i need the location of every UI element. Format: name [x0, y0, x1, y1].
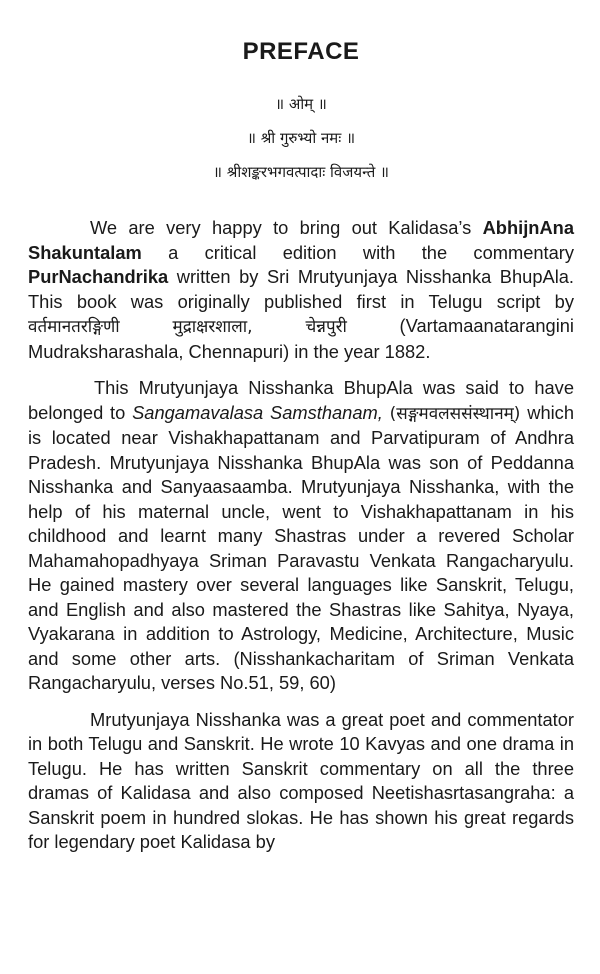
- p1-devanagari-press: वर्तमानतरङ्गिणी मुद्राक्षरशाला, चेन्नपुरी: [28, 317, 347, 337]
- p1-text-1: We are very happy to bring out Kalidasa’s: [90, 217, 483, 238]
- paragraph-3: [28, 708, 574, 855]
- invocation-om: ॥ ओम् ॥: [275, 95, 327, 113]
- p1-text-2: a critical edition with the commentary: [141, 241, 574, 263]
- p1-text-4: (Vartamaanatarangini Mudraksharashala, Chennapuri) in the year 1882.: [28, 315, 574, 362]
- p2-space: [383, 402, 390, 423]
- p2-text-1: This Mrutyunjaya Nisshanka BhupAla was said to have belonged to: [28, 377, 574, 423]
- invocation-shankara: ॥ श्रीशङ्करभगवत्पादाः विजयन्ते ॥: [212, 163, 390, 181]
- p3-text-1: Mrutyunjaya Nisshanka was a great poet and commentator in both Telugu and Sanskrit. He wrote 10 Kavyas and one drama in Telugu. He has written Sanskrit commentary on all the three dramas of Kalidasa and also composed Neetishasrtasangraha: a Sanskrit poem in hundred slokas. He has shown his great regards for legendary poet Kalidasa by: [28, 708, 574, 852]
- p2-text-2: which is located near Vishakhapattanam and Parvatipuram of Andhra Pradesh. Mrutyunjaya Nisshanka BhupAla was son of Peddanna Nisshanka and Sanyaasaamba. Mrutyunjaya Nisshanka, with the help of his maternal uncle, went to Vishakhapattanam in his childhood and learnt many Shastras under a revered Scholar Mahamahopadhyaya Sriman Paravastu Venkata Rangacharyulu. He gained mastery over several languages like Sanskrit, Telugu, and English and also mastered the Shastras like Sahitya, Nyaya, Vyakarana in addition to Astrology, Medicine, Architecture, Music and some other arts. (Nisshankacharitam of Sriman Venkata Rangacharyulu, verses No.51, 59, 60): [28, 401, 574, 693]
- paragraph-1: [28, 216, 574, 364]
- document-page: [28, 0, 574, 855]
- p2-samsthanam: Sangamavalasa Samsthanam,: [132, 401, 383, 423]
- p2-devanagari-samsthanam: (सङ्गमवलससंस्थानम्): [389, 403, 521, 424]
- invocation-guru: ॥ श्री गुरुभ्यो नमः ॥: [246, 129, 356, 147]
- page-title: PREFACE: [242, 38, 360, 65]
- p1-book-title: AbhijnAna Shakuntalam: [28, 217, 574, 263]
- paragraph-2: [28, 376, 574, 696]
- p1-text-3: written by Sri Mrutyunjaya Nisshanka BhupAla. This book was originally published first in Telugu script by: [28, 266, 574, 312]
- p1-commentary-title: PurNachandrika: [28, 266, 169, 287]
